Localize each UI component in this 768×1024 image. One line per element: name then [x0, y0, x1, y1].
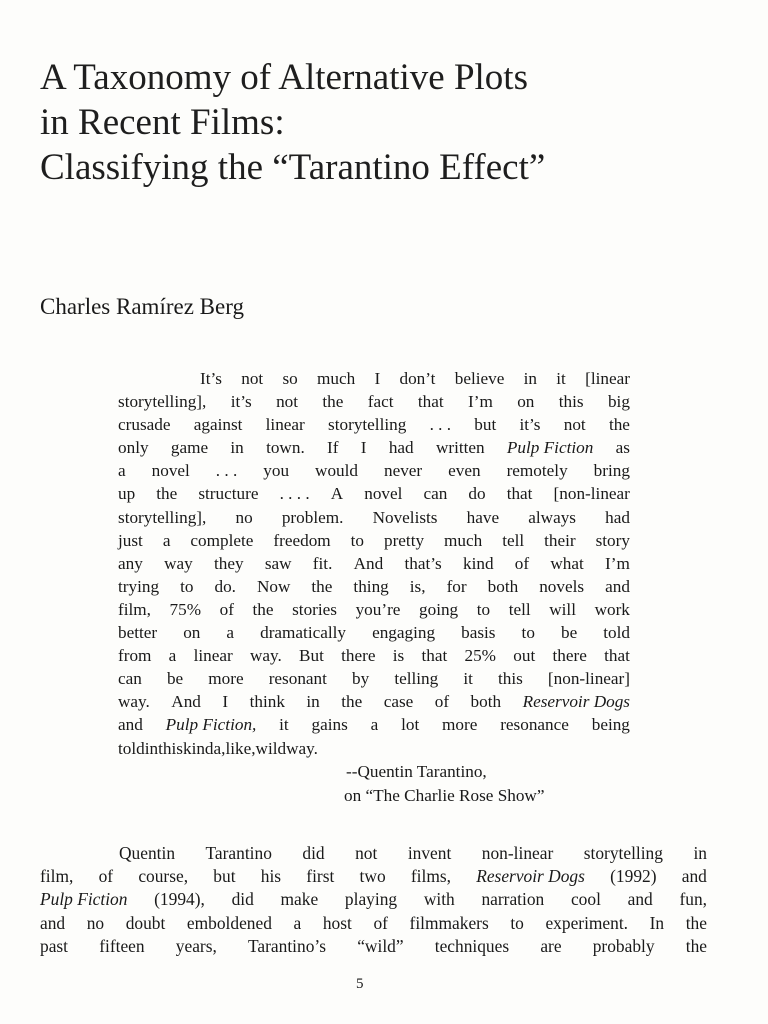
- word: always: [528, 507, 576, 527]
- word: is: [392, 646, 405, 666]
- word: But: [299, 646, 324, 666]
- word: In: [649, 912, 665, 933]
- word: crusade: [118, 415, 171, 435]
- word: you: [263, 461, 290, 481]
- word: gains: [311, 715, 348, 735]
- word: never: [383, 461, 423, 481]
- title-line: Classifying the “Tarantino Effect”: [40, 147, 546, 188]
- word: more: [442, 715, 478, 735]
- word: invent: [407, 843, 452, 863]
- word: Now: [256, 576, 291, 596]
- word: filmmakers: [409, 912, 489, 933]
- word: big: [607, 392, 630, 412]
- word: it: [279, 715, 289, 735]
- text-line: [118, 737, 630, 760]
- word: the: [608, 415, 630, 435]
- word: of: [373, 912, 388, 933]
- word: linear: [193, 646, 233, 666]
- word: a: [370, 715, 379, 735]
- text-line: [40, 842, 707, 865]
- attribution-line: --Quentin Tarantino,: [346, 762, 487, 781]
- word: . . .: [429, 415, 452, 435]
- word: do.: [214, 576, 236, 596]
- word: 25%: [464, 646, 496, 666]
- text-line: [118, 575, 630, 598]
- word: thing: [353, 576, 389, 596]
- word: doubt: [125, 912, 166, 933]
- text-line: [40, 888, 707, 911]
- word: I: [374, 369, 381, 388]
- text-line: [118, 390, 630, 413]
- word: “wild”: [357, 935, 404, 956]
- text-line: [118, 506, 630, 529]
- word: past: [40, 935, 69, 956]
- italic-title: Reservoir Dogs: [522, 692, 630, 712]
- word: 75%: [169, 599, 202, 619]
- word: the: [311, 576, 333, 596]
- word: can: [423, 484, 448, 504]
- word: novel: [364, 484, 403, 504]
- word: town.: [266, 438, 305, 458]
- word: that: [417, 392, 444, 412]
- word: this: [497, 669, 523, 689]
- word: be: [166, 669, 184, 689]
- page-title: [40, 55, 740, 190]
- word: stories: [292, 599, 337, 619]
- word: believe: [454, 369, 505, 388]
- word: film,: [40, 866, 74, 887]
- word: experiment.: [545, 912, 629, 933]
- word: not: [276, 392, 299, 412]
- word: but: [474, 415, 497, 435]
- word: game: [170, 438, 209, 458]
- italic-title: Pulp Fiction: [506, 438, 594, 458]
- word: can: [118, 669, 142, 689]
- italic-title: Reservoir Dogs: [476, 866, 585, 887]
- word: against: [193, 415, 243, 435]
- word: this: [158, 738, 183, 758]
- text-line: [118, 621, 630, 644]
- word: like,: [225, 738, 256, 758]
- word: tell: [502, 530, 525, 550]
- word: A: [330, 484, 344, 504]
- text-line: [40, 912, 707, 935]
- word: a: [168, 646, 177, 666]
- word: that: [506, 484, 533, 504]
- word: and: [627, 889, 653, 910]
- word: [linear: [585, 369, 630, 388]
- word: will: [549, 599, 576, 619]
- word: fit.: [312, 553, 333, 573]
- word: don’t: [399, 369, 436, 388]
- word: films,: [410, 866, 451, 887]
- word: have: [466, 507, 500, 527]
- word: two: [359, 866, 386, 887]
- word: this: [558, 392, 584, 412]
- word: tell: [508, 599, 531, 619]
- attribution-line: on “The Charlie Rose Show”: [344, 785, 545, 805]
- word: (1992): [610, 866, 657, 887]
- word: up: [118, 484, 136, 504]
- word: emboldened: [186, 912, 272, 933]
- word: the: [322, 392, 344, 412]
- word: in: [230, 438, 244, 458]
- word: do: [468, 484, 486, 504]
- word: remotely: [506, 461, 568, 481]
- word: the: [156, 484, 178, 504]
- word: cool: [570, 889, 601, 910]
- word: not: [563, 415, 586, 435]
- word: written: [435, 438, 485, 458]
- word: And: [353, 553, 384, 573]
- word: told: [603, 623, 630, 643]
- word: is,: [409, 576, 426, 596]
- word: both: [470, 692, 502, 712]
- italic-title: Pulp Fiction: [40, 889, 128, 910]
- word: that: [421, 646, 448, 666]
- word: telling: [394, 669, 439, 689]
- word: there: [341, 646, 376, 666]
- word: not: [241, 369, 264, 388]
- text-line: [118, 552, 630, 575]
- word: techniques: [434, 935, 510, 956]
- word: be: [560, 623, 578, 643]
- word: going: [419, 599, 459, 619]
- word: it: [556, 369, 566, 388]
- word: and: [118, 715, 143, 735]
- text-line: [118, 713, 630, 736]
- word: only: [118, 438, 149, 458]
- word: way.: [249, 646, 282, 666]
- word: wild: [255, 738, 287, 758]
- word: of: [219, 599, 234, 619]
- word: on: [183, 623, 201, 643]
- word: of: [98, 866, 114, 887]
- word: there: [552, 646, 587, 666]
- word: dramatically: [260, 623, 347, 643]
- word: I: [222, 692, 229, 712]
- word: on: [517, 392, 535, 412]
- word: as: [615, 438, 630, 458]
- text-line: [40, 935, 707, 958]
- word: had: [605, 507, 630, 527]
- word: so: [282, 369, 298, 388]
- text-line: [118, 413, 630, 436]
- word: It’s: [200, 369, 222, 388]
- word: that: [604, 646, 630, 666]
- word: storytelling: [583, 843, 663, 863]
- word: . . . .: [279, 484, 310, 504]
- word: probably: [592, 935, 655, 956]
- word: no: [86, 912, 105, 933]
- word: in: [523, 369, 537, 388]
- word: structure: [198, 484, 259, 504]
- word: a: [226, 623, 235, 643]
- epigraph-attribution: [346, 760, 544, 807]
- text-line: [118, 644, 630, 667]
- page-number: 5: [356, 976, 364, 992]
- word: any: [118, 553, 143, 573]
- word: much: [444, 530, 483, 550]
- word: problem.: [281, 507, 344, 527]
- word: for: [446, 576, 467, 596]
- word: the: [341, 692, 363, 712]
- word: even: [448, 461, 481, 481]
- word: make: [280, 889, 319, 910]
- word: the: [685, 912, 707, 933]
- word: much: [317, 369, 356, 388]
- word: non-linear: [481, 843, 554, 863]
- word: not: [355, 843, 378, 863]
- word: storytelling],: [118, 392, 207, 412]
- word: but: [213, 866, 236, 887]
- word: the: [685, 935, 707, 956]
- word: storytelling: [328, 415, 407, 435]
- epigraph-quote: [118, 367, 630, 760]
- word: [non-linear: [553, 484, 630, 504]
- word: and: [605, 576, 630, 596]
- word: course,: [138, 866, 189, 887]
- word: saw: [264, 553, 292, 573]
- word: think: [249, 692, 285, 712]
- word: freedom: [273, 530, 331, 550]
- word: Tarantino: [205, 843, 272, 863]
- word: I’m: [605, 553, 630, 573]
- word: both: [487, 576, 519, 596]
- word: a: [293, 912, 302, 933]
- word: way.: [118, 692, 150, 712]
- word: kinda,: [182, 738, 226, 758]
- word: fifteen: [99, 935, 145, 956]
- word: storytelling],: [118, 507, 207, 527]
- word: Quentin: [119, 843, 176, 863]
- word: bring: [593, 461, 630, 481]
- word: film,: [118, 599, 151, 619]
- word: did: [231, 889, 254, 910]
- word: I: [360, 438, 367, 458]
- word: a: [162, 530, 171, 550]
- word: I’m: [468, 392, 493, 412]
- text-line: [118, 367, 630, 390]
- word: and: [681, 866, 707, 887]
- word: to: [510, 912, 524, 933]
- word: did: [302, 843, 325, 863]
- word: (1994),: [154, 889, 205, 910]
- text-line: [118, 482, 630, 505]
- word: case: [383, 692, 414, 712]
- word: fun,: [679, 889, 707, 910]
- word: they: [213, 553, 244, 573]
- text-line: [118, 459, 630, 482]
- text-line: [118, 598, 630, 621]
- word: it’s: [230, 392, 252, 412]
- word: and: [40, 912, 66, 933]
- word: of: [434, 692, 450, 712]
- word: narration: [481, 889, 545, 910]
- word: lot: [401, 715, 420, 735]
- word: told: [118, 738, 145, 758]
- word: the: [252, 599, 274, 619]
- word: Tarantino’s: [248, 935, 327, 956]
- word: no: [235, 507, 253, 527]
- word: And: [171, 692, 201, 712]
- word: story: [595, 530, 630, 550]
- word: that’s: [404, 553, 442, 573]
- word: better: [118, 623, 158, 643]
- text-line: [118, 529, 630, 552]
- word: just: [118, 530, 143, 550]
- word: trying: [118, 576, 160, 596]
- word: had: [388, 438, 414, 458]
- text-line: [118, 436, 630, 459]
- word: it’s: [519, 415, 541, 435]
- word: novel: [151, 461, 190, 481]
- body-paragraph: [40, 842, 707, 958]
- word: in: [306, 692, 320, 712]
- word: . . .: [215, 461, 238, 481]
- title-line: in Recent Films:: [40, 102, 285, 143]
- word: a: [118, 461, 126, 481]
- word: resonance: [500, 715, 569, 735]
- word: in: [693, 843, 707, 863]
- word: what: [550, 553, 584, 573]
- author-name: Charles Ramírez Berg: [40, 294, 244, 319]
- word: are: [540, 935, 562, 956]
- word: years,: [175, 935, 217, 956]
- word: If: [327, 438, 339, 458]
- word: novels: [539, 576, 585, 596]
- word: way.: [286, 738, 318, 758]
- word: to: [350, 530, 364, 550]
- word: engaging: [372, 623, 436, 643]
- title-line: A Taxonomy of Alternative Plots: [40, 57, 528, 98]
- word: it: [463, 669, 473, 689]
- word: by: [352, 669, 370, 689]
- word: with: [423, 889, 455, 910]
- word: Novelists: [372, 507, 438, 527]
- word: of: [514, 553, 530, 573]
- word: his: [260, 866, 282, 887]
- italic-title: Pulp Fiction,: [165, 715, 257, 735]
- word: complete: [190, 530, 254, 550]
- word: resonant: [268, 669, 327, 689]
- text-line: [118, 667, 630, 690]
- word: out: [513, 646, 536, 666]
- word: more: [208, 669, 244, 689]
- word: work: [594, 599, 630, 619]
- word: to: [521, 623, 535, 643]
- word: to: [476, 599, 491, 619]
- word: kind: [462, 553, 494, 573]
- word: being: [591, 715, 630, 735]
- word: [non-linear]: [547, 669, 630, 689]
- word: pretty: [383, 530, 425, 550]
- word: in: [144, 738, 159, 758]
- text-line: [118, 690, 630, 713]
- word: would: [315, 461, 358, 481]
- word: fact: [367, 392, 394, 412]
- word: their: [544, 530, 576, 550]
- word: you’re: [355, 599, 401, 619]
- word: basis: [461, 623, 496, 643]
- word: to: [180, 576, 194, 596]
- word: first: [306, 866, 335, 887]
- word: host: [322, 912, 352, 933]
- word: playing: [344, 889, 398, 910]
- word: from: [118, 646, 152, 666]
- word: linear: [265, 415, 305, 435]
- text-line: [40, 865, 707, 888]
- word: way: [164, 553, 193, 573]
